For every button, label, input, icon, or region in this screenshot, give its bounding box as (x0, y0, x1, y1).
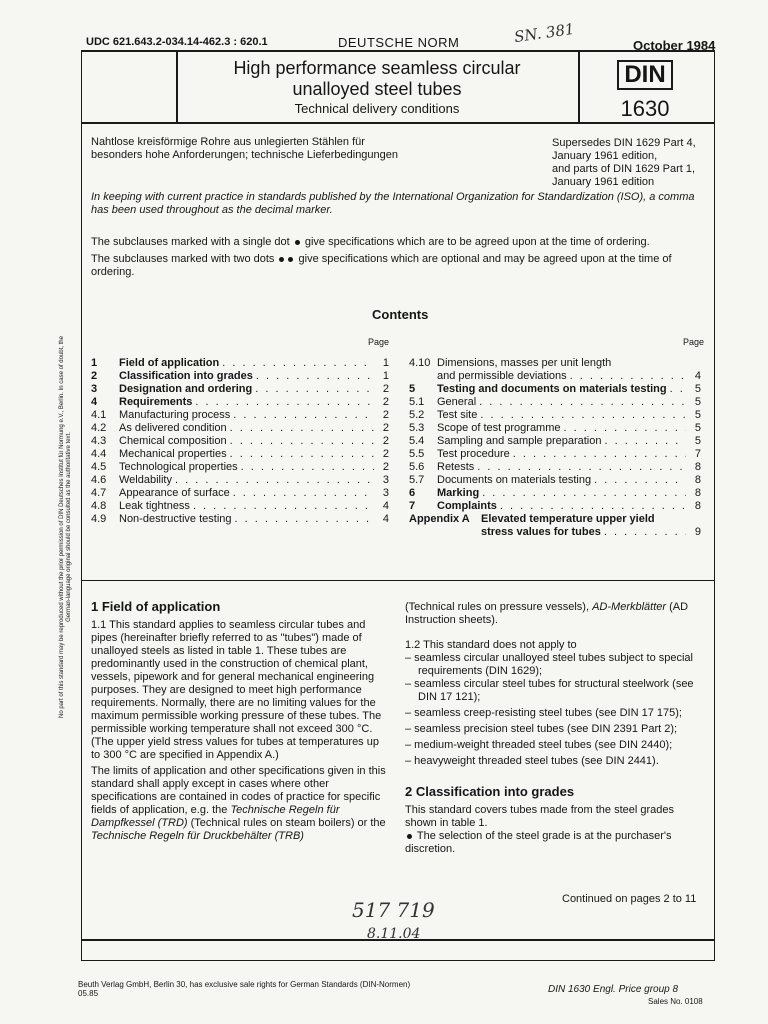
toc-leader (255, 383, 374, 396)
toc-right-column (409, 357, 701, 539)
dot-icon (407, 834, 412, 839)
toc-leader (477, 461, 686, 474)
text-span: The limits of application and other specifications given in this standard shall apply except in cases where other specifications are contained in codes of practice for specific fields of application, e.g. the (91, 765, 386, 816)
toc-number: 4.8 (91, 500, 107, 512)
dot-icon (279, 257, 284, 262)
supersedes-line: Supersedes DIN 1629 Part 4, (552, 137, 696, 149)
toc-page: 8 (694, 500, 701, 512)
toc-entry[interactable] (91, 370, 389, 383)
title-line-2: unalloyed steel tubes (292, 79, 462, 99)
toc-page: 7 (694, 448, 701, 460)
toc-page: 4 (382, 500, 389, 512)
text-span: (AD Instruction sheets). (405, 601, 689, 626)
continuation (405, 601, 705, 627)
toc-label: Chemical composition (119, 435, 227, 447)
edition-code: 05.85 (78, 989, 99, 998)
toc-number: Appendix A (409, 513, 470, 525)
din-mark (580, 60, 710, 122)
exclusion-list (405, 652, 705, 768)
toc-entry[interactable] (91, 396, 389, 409)
toc-label: Mechanical properties (119, 448, 227, 460)
title-line-3: Technical delivery conditions (294, 101, 460, 116)
toc-number: 4.1 (91, 409, 107, 421)
toc-leader (175, 474, 374, 487)
handwritten-note: SN. 381 (513, 19, 576, 47)
toc-entry[interactable] (409, 500, 701, 513)
toc-label: Retests (437, 461, 475, 473)
toc-leader (570, 370, 686, 383)
list-item: – seamless creep-resisting steel tubes (see DIN 17 175); (405, 707, 682, 719)
toc-page: 2 (382, 435, 389, 447)
toc-entry[interactable] (91, 461, 389, 474)
toc-page: 5 (694, 383, 701, 395)
text-italic: AD-Merkblätter (592, 601, 667, 613)
toc-entry[interactable] (91, 448, 389, 461)
toc-label: Technological properties (119, 461, 238, 473)
toc-leader (193, 500, 374, 513)
text-span: (Technical rules on pressure vessels), (405, 601, 590, 613)
toc-label: Sampling and sample preparation (437, 435, 602, 447)
handwritten-date: 8.11.04 (367, 926, 421, 942)
toc-label: Test site (437, 409, 478, 421)
toc-entry[interactable] (91, 487, 389, 500)
toc-leader (230, 422, 374, 435)
list-item: – seamless circular unalloyed steel tubes subject to special requirements (DIN 1629); (405, 652, 693, 677)
supersedes-line: January 1961 edition (552, 176, 655, 188)
footer-sales: Sales No. 0108 (648, 997, 703, 1006)
toc-leader (256, 370, 374, 383)
toc-page: 5 (694, 396, 701, 408)
toc-label: Leak tightness (119, 500, 190, 512)
issue-date: October 1984 (633, 38, 716, 53)
toc-leader (670, 383, 686, 396)
toc-number: 4.2 (91, 422, 107, 434)
dot-icon (295, 240, 300, 245)
copyright-sidebar (56, 330, 74, 730)
toc-number: 4.6 (91, 474, 107, 486)
toc-entry[interactable] (409, 435, 701, 448)
toc-page: 2 (382, 409, 389, 421)
footer-din-ref: DIN 1630 Engl. Price group 8 (548, 984, 679, 995)
toc-entry[interactable] (409, 448, 701, 461)
single-dot-text: The subclauses marked with a single dot (91, 236, 290, 248)
toc-leader (233, 409, 374, 422)
toc-number: 5.7 (409, 474, 425, 486)
title-bottom-rule (81, 122, 715, 124)
contents-bottom-rule (81, 580, 715, 581)
toc-leader (480, 409, 686, 422)
toc-page: 2 (382, 461, 389, 473)
toc-label: Designation and ordering (119, 383, 253, 395)
double-dot-text: give specifications which are optional and may be agreed upon at the time of ordering. (91, 253, 672, 278)
toc-page: 2 (382, 422, 389, 434)
paragraph-1-2: 1.2 This standard does not apply to (405, 639, 577, 651)
toc-number: 5.6 (409, 461, 425, 473)
toc-page: 3 (382, 474, 389, 486)
toc-leader (235, 513, 375, 526)
toc-label: Requirements (119, 396, 193, 408)
toc-number: 6 (409, 487, 416, 499)
toc-entry[interactable] (91, 513, 389, 526)
double-dot-note (91, 253, 706, 279)
toc-label: Non-destructive testing (119, 513, 232, 525)
list-item: – seamless precision steel tubes (see DIN 2391 Part 2); (405, 723, 678, 735)
toc-label: As delivered condition (119, 422, 227, 434)
german-title-line: besonders hohe Anforderungen; technische Lieferbedingungen (91, 149, 399, 161)
toc-page: 8 (694, 487, 701, 499)
toc-appendix[interactable] (409, 513, 701, 526)
text-span: The selection of the steel grade is at the purchaser's discretion. (405, 830, 672, 855)
toc-leader (195, 396, 374, 409)
toc-page: 2 (382, 448, 389, 460)
list-item: – medium-weight threaded steel tubes (see DIN 2440); (405, 739, 673, 751)
toc-label: Field of application (119, 357, 220, 369)
toc-entry[interactable] (91, 500, 389, 513)
section-1-body (91, 619, 389, 843)
toc-page: 8 (694, 461, 701, 473)
toc-leader (222, 357, 374, 370)
toc-page: 8 (694, 474, 701, 486)
sidebar-text: No part of this standard may be reproduced without the prior permission of DIN Deutsches Institut für Normung e.V., Berlin. In case of doubt, the German-language original should be consulted as the authoritative text. (59, 336, 72, 718)
toc-number: 4.5 (91, 461, 107, 473)
paragraph-limits (91, 765, 389, 843)
text-span: (Technical rules on steam boilers) or the (190, 817, 386, 829)
toc-label: Dimensions, masses per unit length (437, 357, 612, 369)
section-2-heading: 2 Classification into grades (405, 784, 575, 799)
toc-entry-continued[interactable] (409, 370, 701, 383)
footer-publisher (78, 980, 518, 998)
toc-number: 4.3 (91, 435, 107, 447)
german-title-line: Nahtlose kreisförmige Rohre aus unlegierten Stählen für (91, 136, 365, 148)
toc-label: Marking (437, 487, 480, 499)
toc-label: Complaints (437, 500, 497, 512)
toc-leader (500, 500, 686, 513)
toc-number: 5.5 (409, 448, 425, 460)
toc-entry[interactable] (409, 487, 701, 500)
toc-label: General (437, 396, 477, 408)
toc-number: 5.1 (409, 396, 425, 408)
section-1-heading: 1 Field of application (91, 599, 221, 614)
decimal-marker-note: In keeping with current practice in standards published by the International Organization for Standardization (ISO), a comma has been used throughout as the decimal marker. (91, 191, 695, 216)
toc-number: 4 (91, 396, 98, 408)
paragraph-selection (405, 830, 705, 856)
toc-leader (604, 526, 686, 539)
toc-leader (230, 448, 374, 461)
toc-entry[interactable] (409, 383, 701, 396)
toc-entry[interactable] (91, 383, 389, 396)
title-line-1: High performance seamless circular (233, 58, 521, 78)
toc-label: Appearance of surface (119, 487, 230, 499)
single-dot-text: give specifications which are to be agreed upon at the time of ordering. (304, 236, 650, 248)
german-title (91, 136, 521, 162)
toc-entry[interactable] (409, 396, 701, 409)
toc-label: Manufacturing process (119, 409, 231, 421)
text-italic: Technische Regeln für Dampfkessel (TRD) (91, 804, 340, 829)
toc-leader (594, 474, 686, 487)
toc-entry[interactable] (91, 422, 389, 435)
toc-entry[interactable] (409, 461, 701, 474)
dot-icon (288, 257, 293, 262)
toc-label: and permissible deviations (437, 370, 567, 382)
toc-leader (241, 461, 374, 474)
toc-label: Scope of test programme (437, 422, 561, 434)
toc-label: stress values for tubes (481, 526, 601, 538)
double-dot-text: The subclauses marked with two dots (91, 253, 275, 265)
list-item: – heavyweight threaded steel tubes (see DIN 2441). (405, 755, 659, 767)
paragraph-2: This standard covers tubes made from the steel grades shown in table 1. (405, 804, 675, 829)
toc-label: Testing and documents on materials testing (437, 383, 667, 395)
toc-entry[interactable] (91, 435, 389, 448)
supersedes-note (552, 137, 712, 189)
toc-entry[interactable] (409, 422, 701, 435)
toc-page: 2 (382, 383, 389, 395)
toc-page: 5 (694, 422, 701, 434)
paragraph-1-1: 1.1 This standard applies to seamless circular tubes and pipes (hereinafter briefly referred to as "tubes") made of unalloyed steels as listed in table 1. These tubes are predominantly used in the construction of chemical plant, vessels, pipework and for general mechanical engineering purposes. They are designed to meet high performance requirements. Normally, there are no limiting values for the maximum permissible working pressure of these tubes. The permissible working temperature shall not exceed 300 °C. (The upper yield stress values for tubes at temperatures up to 300 °C are specified in Appendix A.) (91, 619, 382, 761)
toc-leader (564, 422, 686, 435)
continued-note: Continued on pages 2 to 11 (562, 893, 697, 905)
toc-label: Documents on materials testing (437, 474, 592, 486)
toc-entry[interactable] (91, 357, 389, 370)
toc-number: 4.4 (91, 448, 107, 460)
handwritten-number: 517 719 (352, 898, 435, 922)
toc-leader (233, 487, 374, 500)
toc-leader (513, 448, 686, 461)
toc-leader (479, 396, 686, 409)
list-item: – seamless circular steel tubes for structural steelwork (see DIN 17 121); (405, 678, 694, 703)
toc-number: 5 (409, 383, 416, 395)
toc-number: 7 (409, 500, 416, 512)
page-label-right: Page (683, 337, 705, 347)
contents-heading: Contents (372, 307, 429, 322)
toc-entry[interactable] (409, 409, 701, 422)
toc-page: 5 (694, 435, 701, 447)
udc-code: UDC 621.643.2-034.14-462.3 : 620.1 (86, 36, 268, 48)
toc-number: 5.3 (409, 422, 425, 434)
toc-left-column (91, 357, 389, 526)
toc-page: 5 (694, 409, 701, 421)
toc-label: Weldability (119, 474, 172, 486)
text-italic: Technische Regeln für Druckbehälter (TRB) (91, 830, 304, 842)
toc-number: 2 (91, 370, 98, 382)
toc-page: 3 (382, 487, 389, 499)
toc-page: 4 (694, 370, 701, 382)
toc-leader (605, 435, 687, 448)
page-label-left: Page (368, 337, 390, 347)
toc-entry[interactable] (91, 474, 389, 487)
toc-number: 4.7 (91, 487, 107, 499)
toc-number: 5.4 (409, 435, 425, 447)
toc-page: 4 (382, 513, 389, 525)
toc-entry[interactable] (409, 474, 701, 487)
toc-number: 4.9 (91, 513, 107, 525)
toc-number: 1 (91, 357, 98, 369)
toc-entry[interactable] (409, 357, 701, 370)
single-dot-note (91, 236, 706, 249)
toc-leader (482, 487, 686, 500)
supersedes-line: and parts of DIN 1629 Part 1, (552, 163, 696, 175)
toc-entry[interactable] (91, 409, 389, 422)
deutsche-norm: DEUTSCHE NORM (338, 35, 460, 50)
toc-number: 3 (91, 383, 98, 395)
toc-label: Classification into grades (119, 370, 253, 382)
toc-number: 4.10 (409, 357, 431, 369)
din-logo: DIN (617, 60, 672, 90)
toc-leader (230, 435, 374, 448)
toc-page: 1 (382, 370, 389, 382)
din-number: 1630 (620, 96, 670, 121)
toc-number: 5.2 (409, 409, 425, 421)
document-title (176, 58, 578, 116)
toc-page: 1 (382, 357, 389, 369)
toc-label: Elevated temperature upper yield (481, 513, 655, 525)
publisher-text: Beuth Verlag GmbH, Berlin 30, has exclusive sale rights for German Standards (DIN-Normen) (78, 980, 411, 989)
toc-label: Test procedure (437, 448, 510, 460)
toc-appendix-continued[interactable] (409, 526, 701, 539)
toc-page: 2 (382, 396, 389, 408)
supersedes-line: January 1961 edition, (552, 150, 658, 162)
toc-page: 9 (694, 526, 701, 538)
right-column-body (405, 601, 705, 856)
